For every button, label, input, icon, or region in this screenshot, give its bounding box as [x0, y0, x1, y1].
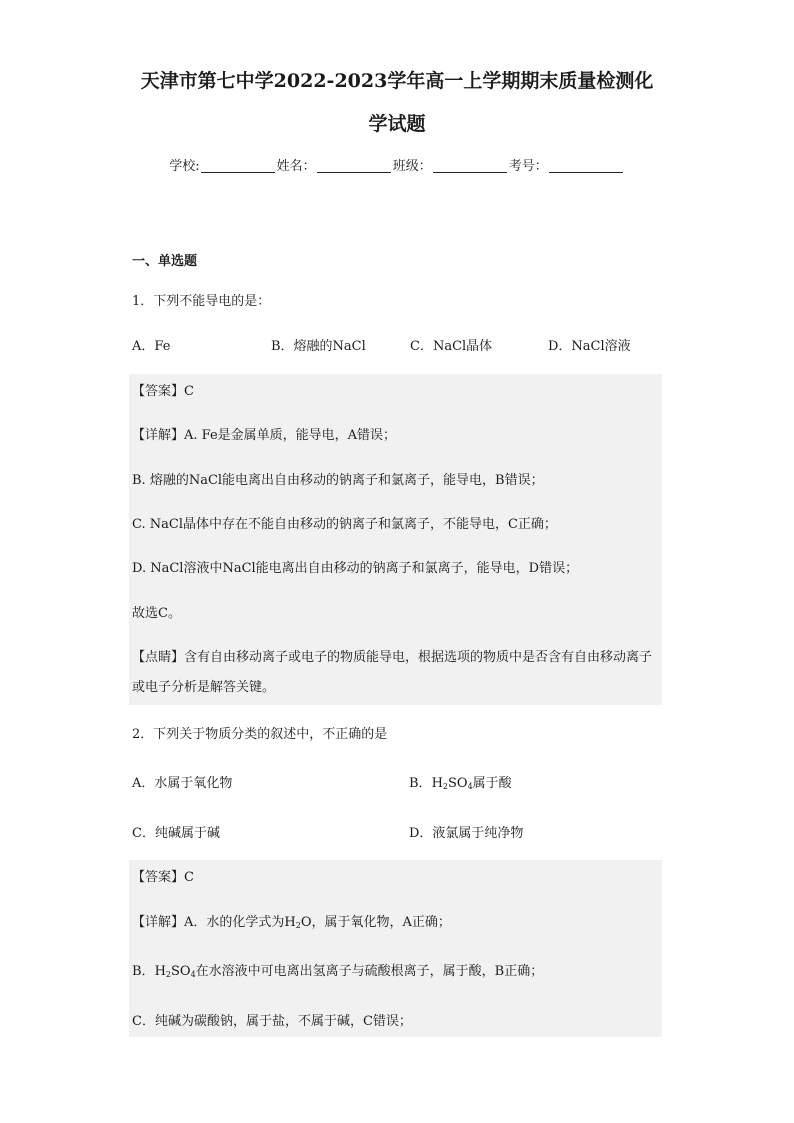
q1-option-c: C．NaCl晶体 [410, 339, 493, 354]
class-blank[interactable] [433, 158, 507, 173]
q2-stem: 2．下列关于物质分类的叙述中，不正确的是 [132, 727, 388, 742]
q2-option-a: A．水属于氧化物 [132, 776, 233, 791]
name-label: 姓名： [276, 159, 316, 174]
q1-option-b: B．熔融的NaCl [271, 339, 366, 354]
q2-option-c: C．纯碱属于碱 [132, 826, 220, 841]
q2-detail-a: 【详解】A．水的化学式为$H_2O$，属于氧化物，A正确； [132, 915, 451, 930]
exam-title-line1: 天津市第七中学2022-2023学年高一上学期期末质量检测化 [140, 70, 654, 92]
section-title: 一、单选题 [132, 254, 198, 269]
q1-detail-d: D. NaCl溶液中NaCl能电离出自由移动的钠离子和氯离子，能导电，D错误； [132, 561, 579, 576]
q1-detail-a: 【详解】A. Fe是金属单质，能导电，A错误； [132, 428, 397, 443]
school-blank[interactable] [201, 158, 275, 173]
exam-number-blank[interactable] [549, 158, 623, 173]
q1-detail-b: B. 熔融的NaCl能电离出自由移动的钠离子和氯离子，能导电，B错误； [132, 473, 544, 488]
exam-title-line2: 学试题 [368, 113, 426, 135]
q1-detail-c: C. NaCl晶体中存在不能自由移动的钠离子和氯离子，不能导电，C正确； [132, 517, 557, 532]
school-label: 学校: [169, 159, 200, 174]
q2-detail-b: B．$H_2SO_4$在水溶液中可电离出氢离子与硫酸根离子，属于酸，B正确； [132, 964, 544, 979]
q2-answer-box [129, 860, 662, 1037]
class-label: 班级： [392, 159, 432, 174]
q2-answer: 【答案】C [132, 870, 194, 885]
q2-option-b: B．$H_2SO_4$属于酸 [409, 776, 512, 791]
q1-option-a: A．Fe [132, 339, 171, 354]
q2-option-d: D．液氯属于纯净物 [409, 826, 524, 841]
student-info-row [0, 157, 794, 177]
q2-detail-c: C．纯碱为碳酸钠，属于盐，不属于碱，C错误； [132, 1014, 412, 1029]
q1-conclusion: 故选C。 [132, 606, 181, 621]
exam-number-label: 考号： [508, 159, 548, 174]
q1-answer: 【答案】C [132, 384, 194, 399]
name-blank[interactable] [317, 158, 391, 173]
q1-option-d: D．NaCl溶液 [548, 339, 631, 354]
q1-comment: 【点睛】含有自由移动离子或电子的物质能导电，根据选项的物质中是否含有自由移动离子或电子分析是解答关键。 [132, 650, 653, 695]
q1-stem: 1．下列不能导电的是： [132, 294, 271, 309]
